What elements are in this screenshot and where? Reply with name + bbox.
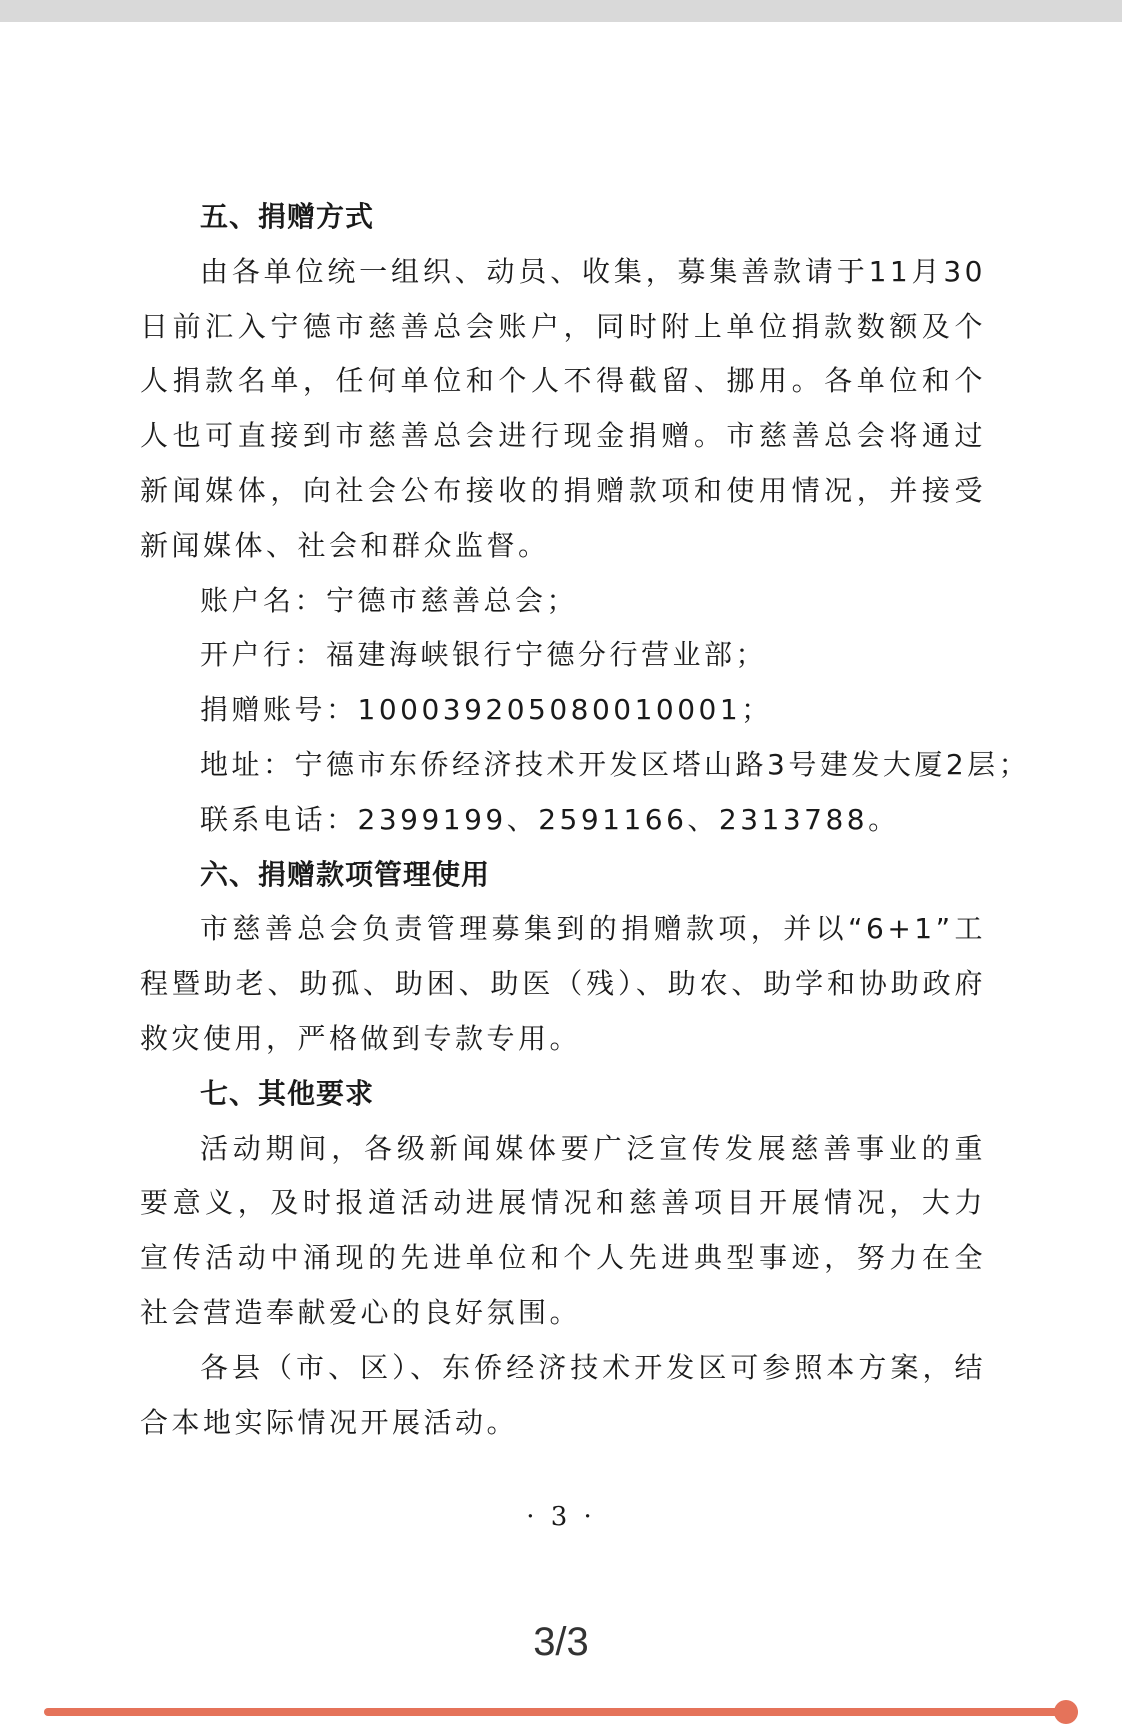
- reading-progress-slider[interactable]: [44, 1708, 1078, 1716]
- document-page: [0, 22, 1122, 1622]
- page-number: · 3 ·: [526, 1502, 596, 1532]
- section-heading-donation-method: 五、捐赠方式: [200, 200, 375, 233]
- section-heading-fund-management: 六、捐赠款项管理使用: [200, 857, 491, 891]
- bank-line: 开户行：福建海峡银行宁德分行营业部；: [200, 638, 768, 672]
- paragraph-local-reference: 各县（市、区）、东侨经济技术开发区可参照本方案，结合本地实际情况开展活动。: [140, 1350, 986, 1439]
- paragraph-fund-management: 市慈善总会负责管理募集到的捐赠款项，并以“6+1”工程暨助老、助孤、助困、助医（残）、助农、助学和协助政府救灾使用，严格做到专款专用。: [140, 912, 986, 1055]
- document-body: [140, 190, 1031, 1450]
- account-name-line: 账户名：宁德市慈善总会；: [200, 583, 579, 617]
- progress-handle[interactable]: [1054, 1700, 1078, 1724]
- progress-fill: [44, 1708, 1078, 1716]
- account-number-line: 捐赠账号：100039205080010001；: [200, 693, 773, 727]
- section-heading-other-requirements: 七、其他要求: [200, 1076, 375, 1110]
- phone-line: 联系电话：2399199、2591166、2313788。: [200, 802, 900, 836]
- paragraph-media-publicity: 活动期间，各级新闻媒体要广泛宣传发展慈善事业的重要意义，及时报道活动进展情况和慈善项目开展情况，大力宣传活动中涌现的先进单位和个人先进典型事迹，努力在全社会营造奉献爱心的良好氛围。: [140, 1131, 986, 1329]
- address-line: 地址：宁德市东侨经济技术开发区塔山路3号建发大厦2层；: [200, 747, 1031, 781]
- top-status-bar: [0, 0, 1122, 22]
- paragraph-donation-method: 由各单位统一组织、动员、收集，募集善款请于11月30日前汇入宁德市慈善总会账户，同时附上单位捐款数额及个人捐款名单，任何单位和个人不得截留、挪用。各单位和个人也可直接到市慈善总会进行现金捐赠。市慈善总会将通过新闻媒体，向社会公布接收的捐赠款项和使用情况，并接受新闻媒体、社会和群众监督。: [140, 254, 986, 562]
- page-counter: 3/3: [533, 1620, 589, 1664]
